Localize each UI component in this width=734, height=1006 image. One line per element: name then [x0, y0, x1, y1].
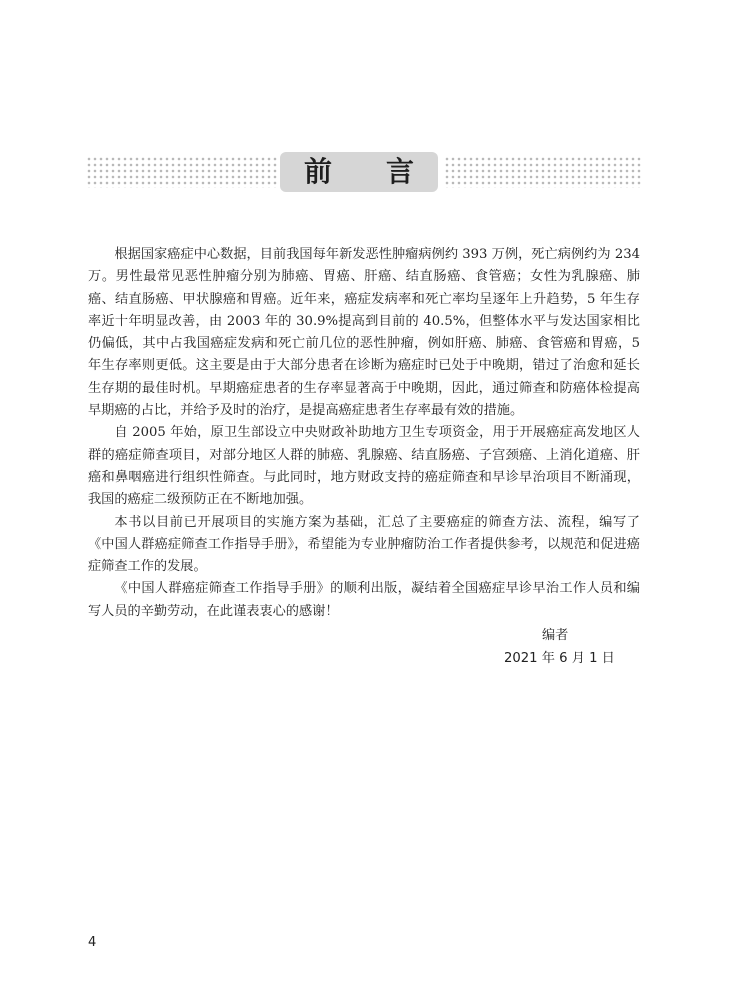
- heading-char-2: 言: [385, 155, 414, 188]
- paragraph: 本书以目前已开展项目的实施方案为基础，汇总了主要癌症的筛查方法、流程，编写了《中国人群癌症筛查工作指导手册》，希望能为专业肿瘤防治工作者提供参考，以规范和促进癌症筛查工作的发展。: [88, 514, 640, 575]
- page-number: 4: [88, 935, 97, 950]
- section-heading: [86, 152, 642, 192]
- heading-box: [280, 152, 438, 192]
- paragraph: 根据国家癌症中心数据，目前我国每年新发恶性肿瘤病例约 393 万例，死亡病例约为 234 万。男性最常见恶性肿瘤分别为肺癌、胃癌、肝癌、结直肠癌、食管癌；女性为乳腺癌、肺癌、结直肠癌、甲状腺癌和胃癌。近年来，癌症发病率和死亡率均呈逐年上升趋势，5 年生存率近十年明显改善，由 2003 年的 30.9%提高到目前的 40.5%，但整体水平与发达国家相比仍偏低，其中占我国癌症发病和死亡前几位的恶性肿瘤，例如肝癌、肺癌、食管癌和胃癌，5 年生存率则更低。这主要是由于大部分患者在诊断为癌症时已处于中晚期，错过了治愈和延长生存期的最佳时机。早期癌症患者的生存率显著高于中晚期，因此，通过筛查和防癌体检提高早期癌的占比，并给予及时的治疗，是提高癌症患者生存率最有效的措施。: [88, 247, 640, 419]
- signature-author: 编者: [542, 628, 569, 643]
- dot-pattern-right: [444, 156, 642, 188]
- signature-date: 2021 年 6 月 1 日: [504, 651, 615, 666]
- paragraph: 自 2005 年始，原卫生部设立中央财政补助地方卫生专项资金，用于开展癌症高发地区人群的癌症筛查项目，对部分地区人群的肺癌、乳腺癌、结直肠癌、子宫颈癌、上消化道癌、肝癌和鼻咽癌进行组织性筛查。与此同时，地方财政支持的癌症筛查和早诊早治项目不断涌现，我国的癌症二级预防正在不断地加强。: [88, 425, 640, 508]
- dot-pattern-left: [86, 156, 278, 188]
- preface-body: [88, 244, 640, 623]
- paragraph: 《中国人群癌症筛查工作指导手册》的顺利出版，凝结着全国癌症早诊早治工作人员和编写人员的辛勤劳动，在此谨表衷心的感谢！: [88, 581, 640, 619]
- heading-char-1: 前: [304, 155, 333, 188]
